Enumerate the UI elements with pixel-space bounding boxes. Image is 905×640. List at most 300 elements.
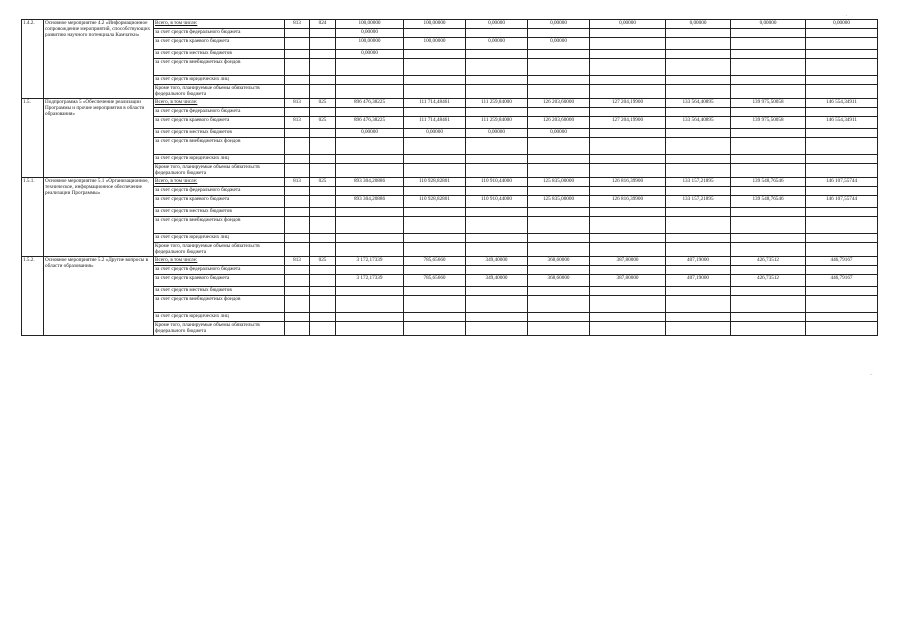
amount-cell: [336, 322, 404, 336]
row-code: 1.5.2.: [22, 257, 44, 336]
amount-cell: [731, 129, 806, 138]
grbs-code: [285, 50, 310, 59]
funding-source: Всего, в том числе:: [154, 257, 285, 266]
amount-cell: [336, 108, 404, 117]
amount-cell: [404, 208, 466, 217]
amount-cell: 3 172,17339: [336, 275, 404, 287]
amount-cell: [731, 187, 806, 196]
amount-cell: [590, 129, 666, 138]
funding-source: за счет средств юридических лиц: [154, 76, 285, 85]
amount-cell: [466, 322, 528, 336]
amount-cell: [404, 313, 466, 322]
amount-cell: [404, 155, 466, 164]
amount-cell: [590, 187, 666, 196]
amount-cell: [590, 287, 666, 296]
amount-cell: [666, 50, 731, 59]
amount-cell: 368,60000: [528, 275, 590, 287]
amount-cell: [336, 266, 404, 275]
amount-cell: [731, 266, 806, 275]
funding-source: за счет средств местных бюджетов: [154, 129, 285, 138]
program-code: [310, 85, 336, 99]
amount-cell: [666, 266, 731, 275]
amount-cell: 111 259,84000: [466, 117, 528, 129]
amount-cell: [666, 138, 731, 155]
program-code: 024: [310, 20, 336, 29]
amount-cell: 407,19000: [666, 257, 731, 266]
amount-cell: [590, 266, 666, 275]
amount-cell: 0,00000: [528, 38, 590, 50]
program-code: [310, 155, 336, 164]
amount-cell: [666, 243, 731, 257]
amount-cell: [404, 76, 466, 85]
table-row: [22, 99, 878, 108]
funding-source: за счет средств внебюджетных фондов: [154, 59, 285, 76]
amount-cell: 139 548,76546: [731, 196, 806, 208]
amount-cell: [528, 59, 590, 76]
amount-cell: [590, 243, 666, 257]
amount-cell: [404, 234, 466, 243]
amount-cell: 785,65660: [404, 275, 466, 287]
amount-cell: 125 835,00000: [528, 196, 590, 208]
grbs-code: [285, 196, 310, 208]
amount-cell: [806, 50, 878, 59]
amount-cell: [404, 164, 466, 178]
amount-cell: 0,00000: [806, 20, 878, 29]
amount-cell: [336, 287, 404, 296]
amount-cell: [806, 287, 878, 296]
amount-cell: [590, 38, 666, 50]
amount-cell: 785,65660: [404, 257, 466, 266]
amount-cell: [806, 138, 878, 155]
grbs-code: [285, 266, 310, 275]
amount-cell: [806, 313, 878, 322]
amount-cell: [731, 234, 806, 243]
amount-cell: 407,19000: [666, 275, 731, 287]
grbs-code: [285, 129, 310, 138]
amount-cell: [528, 187, 590, 196]
amount-cell: 387,80000: [590, 275, 666, 287]
scan-mark: ..: [870, 372, 873, 377]
program-code: [310, 275, 336, 287]
amount-cell: 139 548,76546: [731, 178, 806, 187]
grbs-code: [285, 164, 310, 178]
amount-cell: [666, 287, 731, 296]
amount-cell: [466, 296, 528, 313]
amount-cell: [336, 85, 404, 99]
grbs-code: 813: [285, 257, 310, 266]
funding-source: за счет средств местных бюджетов: [154, 208, 285, 217]
amount-cell: 100,00000: [404, 20, 466, 29]
funding-source: за счет средств федерального бюджета: [154, 266, 285, 275]
amount-cell: [590, 296, 666, 313]
program-code: [310, 108, 336, 117]
amount-cell: [590, 85, 666, 99]
amount-cell: [336, 164, 404, 178]
amount-cell: [466, 243, 528, 257]
grbs-code: 813: [285, 117, 310, 129]
grbs-code: [285, 275, 310, 287]
amount-cell: [404, 187, 466, 196]
grbs-code: [285, 322, 310, 336]
amount-cell: [336, 187, 404, 196]
funding-source: Кроме того, планируемые объемы обязательств федерального бюджета: [154, 164, 285, 178]
amount-cell: [466, 187, 528, 196]
amount-cell: 0,00000: [528, 129, 590, 138]
amount-cell: 133 564,40895: [666, 117, 731, 129]
amount-cell: [590, 217, 666, 234]
amount-cell: [666, 296, 731, 313]
amount-cell: [806, 217, 878, 234]
program-code: [310, 196, 336, 208]
amount-cell: [666, 76, 731, 85]
funding-source: за счет средств федерального бюджета: [154, 29, 285, 38]
amount-cell: [806, 76, 878, 85]
row-code: 1.5.: [22, 99, 44, 178]
amount-cell: [590, 155, 666, 164]
amount-cell: [528, 155, 590, 164]
amount-cell: 100,00000: [336, 38, 404, 50]
amount-cell: [336, 296, 404, 313]
amount-cell: 349,40000: [466, 275, 528, 287]
amount-cell: [404, 108, 466, 117]
amount-cell: 0,00000: [404, 129, 466, 138]
program-code: [310, 59, 336, 76]
amount-cell: [666, 59, 731, 76]
amount-cell: [336, 243, 404, 257]
amount-cell: [404, 296, 466, 313]
amount-cell: [466, 59, 528, 76]
program-code: 025: [310, 99, 336, 108]
amount-cell: [806, 29, 878, 38]
amount-cell: 893 304,20886: [336, 178, 404, 187]
amount-cell: [731, 50, 806, 59]
grbs-code: 813: [285, 178, 310, 187]
amount-cell: [528, 217, 590, 234]
amount-cell: [731, 108, 806, 117]
program-code: [310, 322, 336, 336]
grbs-code: [285, 38, 310, 50]
amount-cell: [666, 234, 731, 243]
grbs-code: [285, 234, 310, 243]
activity-name: Основное мероприятие 5.2 «Другие вопросы в области образования»: [44, 257, 154, 336]
amount-cell: [528, 50, 590, 59]
program-code: [310, 38, 336, 50]
amount-cell: [336, 138, 404, 155]
amount-cell: 127 204,19900: [590, 99, 666, 108]
amount-cell: 100,00000: [404, 38, 466, 50]
funding-source: за счет средств внебюджетных фондов: [154, 138, 285, 155]
funding-source: Кроме того, планируемые объемы обязательств федерального бюджета: [154, 85, 285, 99]
amount-cell: [666, 155, 731, 164]
amount-cell: [528, 313, 590, 322]
funding-source: Кроме того, планируемые объемы обязательств федерального бюджета: [154, 322, 285, 336]
amount-cell: 426,73512: [731, 275, 806, 287]
amount-cell: 349,40000: [466, 257, 528, 266]
amount-cell: 110 928,82801: [404, 178, 466, 187]
amount-cell: [528, 76, 590, 85]
program-code: [310, 296, 336, 313]
amount-cell: 126 203,60000: [528, 99, 590, 108]
amount-cell: [731, 38, 806, 50]
amount-cell: 893 304,20886: [336, 196, 404, 208]
amount-cell: 100,00000: [336, 20, 404, 29]
amount-cell: 126 816,39900: [590, 196, 666, 208]
amount-cell: [731, 59, 806, 76]
grbs-code: [285, 243, 310, 257]
amount-cell: [590, 108, 666, 117]
funding-source: Всего, в том числе:: [154, 20, 285, 29]
amount-cell: 3 172,17339: [336, 257, 404, 266]
amount-cell: [590, 59, 666, 76]
amount-cell: 0,00000: [666, 20, 731, 29]
amount-cell: [404, 243, 466, 257]
grbs-code: [285, 287, 310, 296]
amount-cell: 139 975,50058: [731, 99, 806, 108]
program-code: [310, 187, 336, 196]
row-code: 1.5.1.: [22, 178, 44, 257]
program-code: [310, 164, 336, 178]
amount-cell: [466, 234, 528, 243]
amount-cell: [336, 313, 404, 322]
program-code: [310, 208, 336, 217]
amount-cell: [336, 217, 404, 234]
amount-cell: [666, 187, 731, 196]
amount-cell: [731, 85, 806, 99]
amount-cell: 446,79167: [806, 275, 878, 287]
amount-cell: 896 476,38225: [336, 117, 404, 129]
amount-cell: [806, 208, 878, 217]
amount-cell: 146 554,34911: [806, 117, 878, 129]
amount-cell: [731, 313, 806, 322]
amount-cell: [404, 59, 466, 76]
program-code: [310, 287, 336, 296]
table-row: [22, 257, 878, 266]
funding-source: за счет средств юридических лиц: [154, 234, 285, 243]
program-code: [310, 138, 336, 155]
amount-cell: [336, 155, 404, 164]
amount-cell: [528, 234, 590, 243]
amount-cell: [466, 313, 528, 322]
amount-cell: [528, 243, 590, 257]
program-code: [310, 50, 336, 59]
amount-cell: 146 107,55744: [806, 178, 878, 187]
funding-source: за счет средств внебюджетных фондов: [154, 296, 285, 313]
amount-cell: [528, 208, 590, 217]
funding-source: за счет средств юридических лиц: [154, 155, 285, 164]
amount-cell: [806, 296, 878, 313]
amount-cell: [336, 208, 404, 217]
amount-cell: [466, 217, 528, 234]
amount-cell: 387,80000: [590, 257, 666, 266]
funding-source: Кроме того, планируемые объемы обязательств федерального бюджета: [154, 243, 285, 257]
amount-cell: 0,00000: [528, 20, 590, 29]
amount-cell: [590, 76, 666, 85]
row-code: 1.4.2.: [22, 20, 44, 99]
amount-cell: [731, 155, 806, 164]
funding-source: за счет средств федерального бюджета: [154, 108, 285, 117]
amount-cell: [731, 217, 806, 234]
amount-cell: [666, 217, 731, 234]
amount-cell: [336, 76, 404, 85]
amount-cell: [466, 164, 528, 178]
amount-cell: [404, 50, 466, 59]
program-code: [310, 76, 336, 85]
grbs-code: [285, 187, 310, 196]
grbs-code: [285, 138, 310, 155]
amount-cell: [731, 164, 806, 178]
amount-cell: 0,00000: [336, 29, 404, 38]
amount-cell: [404, 85, 466, 99]
amount-cell: 146 554,34911: [806, 99, 878, 108]
amount-cell: 896 476,38225: [336, 99, 404, 108]
amount-cell: [466, 85, 528, 99]
amount-cell: [528, 85, 590, 99]
amount-cell: [806, 85, 878, 99]
amount-cell: [404, 287, 466, 296]
amount-cell: [590, 138, 666, 155]
grbs-code: [285, 217, 310, 234]
program-code: [310, 234, 336, 243]
amount-cell: [666, 129, 731, 138]
program-code: 025: [310, 117, 336, 129]
amount-cell: [806, 155, 878, 164]
amount-cell: [528, 164, 590, 178]
grbs-code: [285, 208, 310, 217]
amount-cell: 126 816,39900: [590, 178, 666, 187]
funding-source: за счет средств краевого бюджета: [154, 117, 285, 129]
grbs-code: [285, 313, 310, 322]
amount-cell: [806, 108, 878, 117]
amount-cell: [731, 138, 806, 155]
program-code: [310, 243, 336, 257]
amount-cell: [466, 208, 528, 217]
amount-cell: [666, 85, 731, 99]
amount-cell: [528, 266, 590, 275]
funding-source: за счет средств краевого бюджета: [154, 275, 285, 287]
amount-cell: [731, 296, 806, 313]
amount-cell: [806, 164, 878, 178]
grbs-code: 813: [285, 99, 310, 108]
amount-cell: [666, 29, 731, 38]
grbs-code: [285, 85, 310, 99]
amount-cell: [806, 266, 878, 275]
amount-cell: 110 928,82801: [404, 196, 466, 208]
amount-cell: [466, 266, 528, 275]
amount-cell: [590, 164, 666, 178]
funding-source: за счет средств краевого бюджета: [154, 38, 285, 50]
grbs-code: [285, 76, 310, 85]
amount-cell: [466, 29, 528, 38]
grbs-code: 813: [285, 20, 310, 29]
amount-cell: [404, 138, 466, 155]
amount-cell: [731, 287, 806, 296]
funding-source: за счет средств краевого бюджета: [154, 196, 285, 208]
amount-cell: [806, 59, 878, 76]
amount-cell: 426,73512: [731, 257, 806, 266]
amount-cell: 127 204,19900: [590, 117, 666, 129]
program-code: 025: [310, 178, 336, 187]
amount-cell: [528, 138, 590, 155]
amount-cell: 126 203,60000: [528, 117, 590, 129]
amount-cell: 110 910,44000: [466, 196, 528, 208]
program-code: [310, 313, 336, 322]
amount-cell: [466, 108, 528, 117]
amount-cell: 133 157,21895: [666, 196, 731, 208]
program-code: [310, 217, 336, 234]
amount-cell: [466, 50, 528, 59]
funding-source: за счет средств внебюджетных фондов: [154, 217, 285, 234]
amount-cell: 111 714,48461: [404, 117, 466, 129]
amount-cell: [466, 138, 528, 155]
program-code: [310, 266, 336, 275]
amount-cell: 111 714,48461: [404, 99, 466, 108]
amount-cell: 0,00000: [336, 50, 404, 59]
amount-cell: [590, 322, 666, 336]
amount-cell: [528, 29, 590, 38]
funding-source: за счет средств федерального бюджета: [154, 187, 285, 196]
grbs-code: [285, 59, 310, 76]
funding-source: за счет средств местных бюджетов: [154, 287, 285, 296]
amount-cell: [466, 76, 528, 85]
amount-cell: [666, 108, 731, 117]
amount-cell: 0,00000: [590, 20, 666, 29]
program-code: 025: [310, 257, 336, 266]
amount-cell: [731, 243, 806, 257]
amount-cell: [806, 38, 878, 50]
amount-cell: 133 564,40895: [666, 99, 731, 108]
amount-cell: 110 910,44000: [466, 178, 528, 187]
funding-source: за счет средств местных бюджетов: [154, 50, 285, 59]
funding-source: за счет средств юридических лиц: [154, 313, 285, 322]
program-code: [310, 129, 336, 138]
amount-cell: [404, 266, 466, 275]
amount-cell: [466, 155, 528, 164]
amount-cell: [806, 129, 878, 138]
amount-cell: [806, 322, 878, 336]
scan-mark: .: [846, 13, 848, 18]
amount-cell: [666, 164, 731, 178]
amount-cell: [336, 234, 404, 243]
amount-cell: [590, 234, 666, 243]
grbs-code: [285, 296, 310, 313]
grbs-code: [285, 29, 310, 38]
amount-cell: [590, 29, 666, 38]
amount-cell: [404, 29, 466, 38]
amount-cell: [666, 38, 731, 50]
amount-cell: 139 975,50058: [731, 117, 806, 129]
amount-cell: 0,00000: [336, 129, 404, 138]
table-row: [22, 20, 878, 29]
activity-name: Основное мероприятие 4.2 «Информационное сопровождение мероприятий, способствующих развитию научного потенциала Камчатки»: [44, 20, 154, 99]
amount-cell: [590, 208, 666, 217]
grbs-code: [285, 108, 310, 117]
amount-cell: [466, 287, 528, 296]
amount-cell: [336, 59, 404, 76]
funding-source: Всего, в том числе:: [154, 178, 285, 187]
table-row: [22, 178, 878, 187]
amount-cell: [590, 50, 666, 59]
amount-cell: 368,60000: [528, 257, 590, 266]
financing-table: [21, 19, 878, 336]
amount-cell: [731, 29, 806, 38]
amount-cell: 125 835,00000: [528, 178, 590, 187]
activity-name: Основное мероприятие 5.1 «Организационное, техническое, информационное обеспечение реализации Программы»: [44, 178, 154, 257]
amount-cell: 0,00000: [466, 20, 528, 29]
amount-cell: [528, 108, 590, 117]
amount-cell: [666, 208, 731, 217]
amount-cell: [528, 296, 590, 313]
amount-cell: [528, 287, 590, 296]
